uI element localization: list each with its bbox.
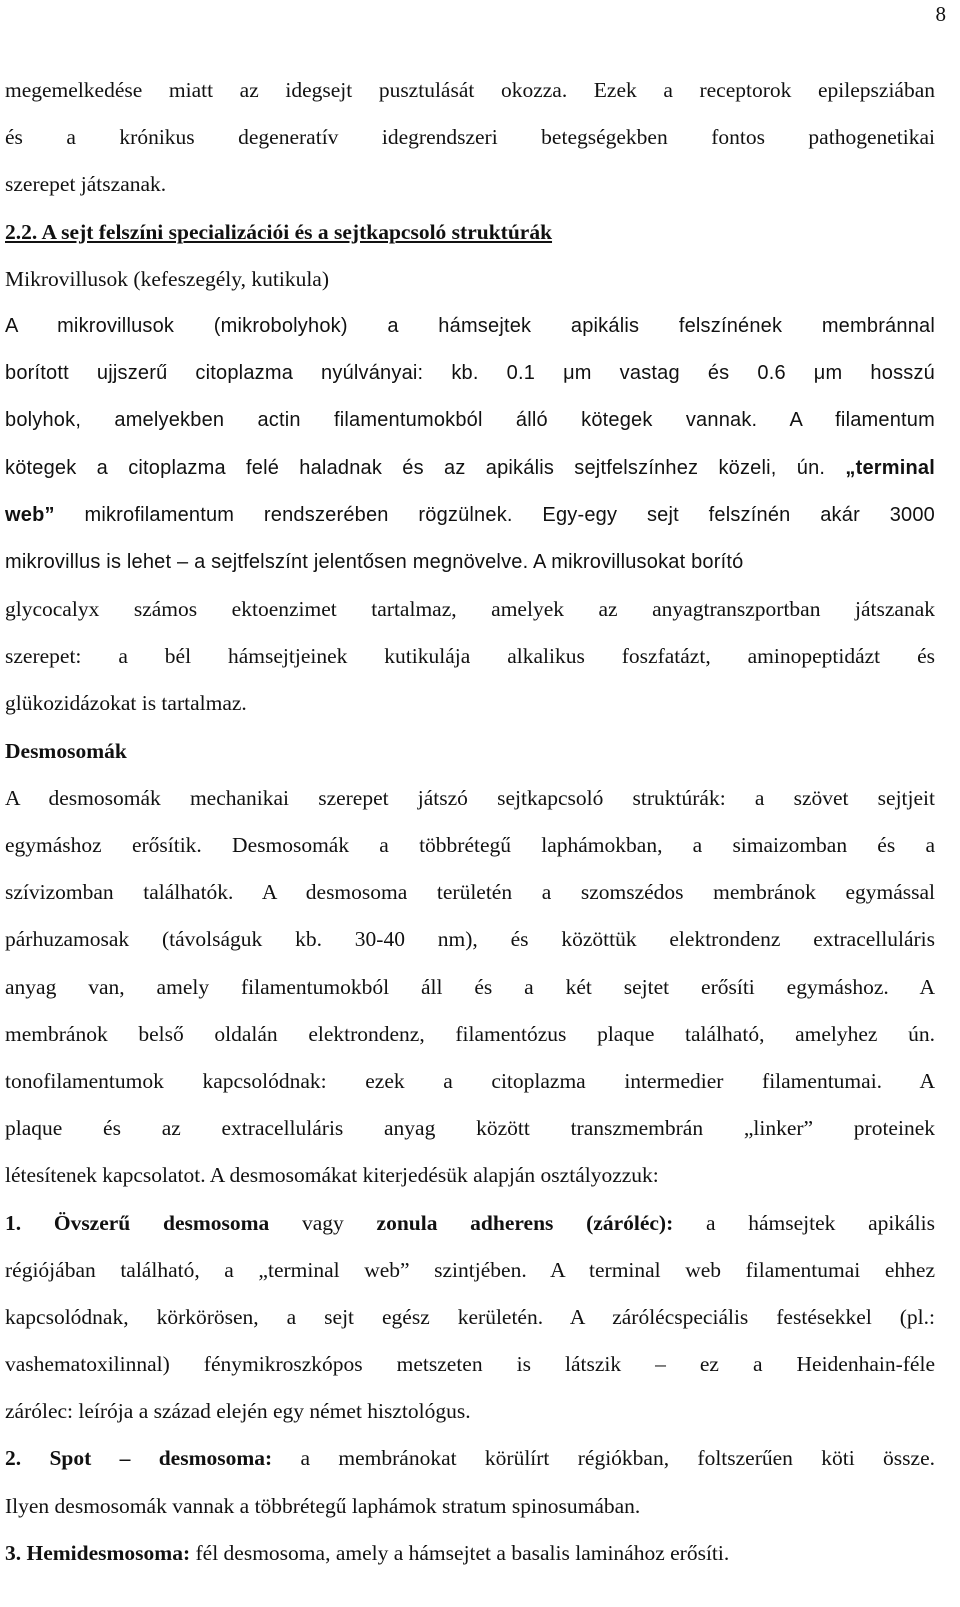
text-span: szívizomban találhatók. A desmosoma területén a szomszédos membránok egymással: [5, 880, 935, 905]
text-span: A desmosomák mechanikai szerepet játszó sejtkapcsoló struktúrák: a szövet sejtjeit: [5, 785, 935, 810]
text-line: [5, 1011, 935, 1058]
text-line: [5, 775, 935, 822]
text-line: [5, 1341, 935, 1388]
text-span: létesítenek kapcsolatot. A desmosomákat kiterjedésük alapján osztályozzuk:: [5, 1163, 659, 1188]
text-span: Ilyen desmosomák vannak a többrétegű laphámok stratum spinosumában.: [5, 1493, 641, 1518]
text-span: tonofilamentumok kapcsolódnak: ezek a citoplazma intermedier filamentumai. A: [5, 1068, 935, 1093]
page-number: 8: [935, 2, 946, 26]
text-line: [5, 114, 935, 161]
text-span: régiójában található, a „terminal web” szintjében. A terminal web filamentumai ehhez: [5, 1257, 935, 1282]
text-span: mikrofilamentum rendszerében rögzülnek. Egy-egy sejt felszínén akár 3000: [54, 503, 935, 526]
text-span: vagy: [269, 1210, 377, 1235]
text-line: [5, 1294, 935, 1341]
text-span: egymáshoz erősítik. Desmosomák a többrétegű laphámokban, a simaizomban és a: [5, 833, 935, 857]
text-span: vashematoxilinnal) fénymikroszkópos metszeten is látszik – ez a Heidenhain-féle: [5, 1352, 935, 1377]
text-line: [5, 303, 935, 350]
bold-text: 2.2. A sejt felszíni specializációi és a sejtkapcsoló struktúrák: [5, 219, 553, 244]
text-line: [5, 728, 935, 775]
text-span: és a krónikus degeneratív idegrendszeri betegségekben fontos pathogenetikai: [5, 125, 935, 150]
text-span: kapcsolódnak, körkörösen, a sejt egész kerületén. A zárólécspeciális festésekkel (pl.:: [5, 1304, 935, 1329]
text-span: mikrovillus is lehet – a sejtfelszínt jelentősen megnövelve. A mikrovillusokat borító: [5, 550, 744, 573]
text-span: szerepet játszanak.: [5, 172, 167, 197]
text-line: [5, 1200, 935, 1247]
bold-text: „terminal: [845, 456, 935, 479]
bold-text: 1. Övszerű desmosoma: [5, 1210, 270, 1235]
text-span: plaque és az extracelluláris anyag között transzmembrán „linker” proteinek: [5, 1116, 935, 1141]
text-line: [5, 67, 935, 114]
text-span: párhuzamosak (távolságuk kb. 30-40 nm), és közöttük elektrondenz extracelluláris: [5, 927, 935, 952]
text-line: [5, 964, 935, 1011]
text-span: membránok belső oldalán elektrondenz, filamentózus plaque található, amelyhez ún.: [5, 1021, 935, 1046]
text-line: [5, 1152, 935, 1199]
text-line: [5, 916, 935, 963]
text-line: [5, 680, 935, 727]
text-span: megemelkedése miatt az idegsejt pusztulását okozza. Ezek a receptorok epilepsziában: [5, 78, 935, 102]
text-span: A mikrovillusok (mikrobolyhok) a hámsejtek apikális felszínének membránnal: [5, 314, 935, 337]
bold-text: 2. Spot – desmosoma:: [5, 1446, 273, 1471]
bold-text: 3. Hemidesmosoma:: [5, 1540, 191, 1565]
text-line: [5, 633, 935, 680]
text-span: fél desmosoma, amely a hámsejtet a basalis laminához erősíti.: [190, 1540, 730, 1565]
text-line: [5, 209, 935, 256]
text-line: [5, 397, 935, 444]
bold-text: Desmosomák: [5, 738, 127, 763]
text-line: [5, 586, 935, 633]
text-line: [5, 1058, 935, 1105]
text-line: [5, 161, 935, 208]
text-line: [5, 256, 935, 303]
text-line: [5, 445, 935, 492]
text-line: [5, 822, 935, 869]
document-body: [5, 67, 935, 1577]
text-span: glükozidázokat is tartalmaz.: [5, 691, 247, 716]
text-line: [5, 1530, 935, 1577]
text-span: a hámsejtek apikális: [673, 1210, 935, 1235]
bold-text: web”: [5, 503, 55, 526]
text-span: a membránokat körülírt régiókban, foltszerűen köti össze.: [272, 1446, 935, 1471]
text-span: borított ujjszerű citoplazma nyúlványai: kb. 0.1 μm vastag és 0.6 μm hosszú: [5, 362, 935, 385]
text-line: [5, 1247, 935, 1294]
bold-text: zonula adherens (záróléc):: [376, 1210, 674, 1235]
text-span: szerepet: a bél hámsejtjeinek kutikulája alkalikus foszfatázt, aminopeptidázt és: [5, 644, 935, 669]
text-span: anyag van, amely filamentumokból áll és a két sejtet erősíti egymáshoz. A: [5, 974, 935, 999]
text-line: [5, 1435, 935, 1482]
text-span: zárólec: leírója a század elején egy német hisztológus.: [5, 1399, 471, 1424]
text-line: [5, 1105, 935, 1152]
text-span: kötegek a citoplazma felé haladnak és az apikális sejtfelszínhez közeli, ún.: [5, 456, 846, 479]
text-line: [5, 350, 935, 397]
text-line: [5, 869, 935, 916]
text-span: glycocalyx számos ektoenzimet tartalmaz, amelyek az anyagtranszportban játszanak: [5, 597, 935, 622]
text-span: bolyhok, amelyekben actin filamentumokból álló kötegek vannak. A filamentum: [5, 409, 935, 432]
text-line: [5, 1388, 935, 1435]
text-line: [5, 492, 935, 539]
text-line: [5, 539, 935, 586]
text-line: [5, 1483, 935, 1530]
text-span: Mikrovillusok (kefeszegély, kutikula): [5, 266, 330, 291]
